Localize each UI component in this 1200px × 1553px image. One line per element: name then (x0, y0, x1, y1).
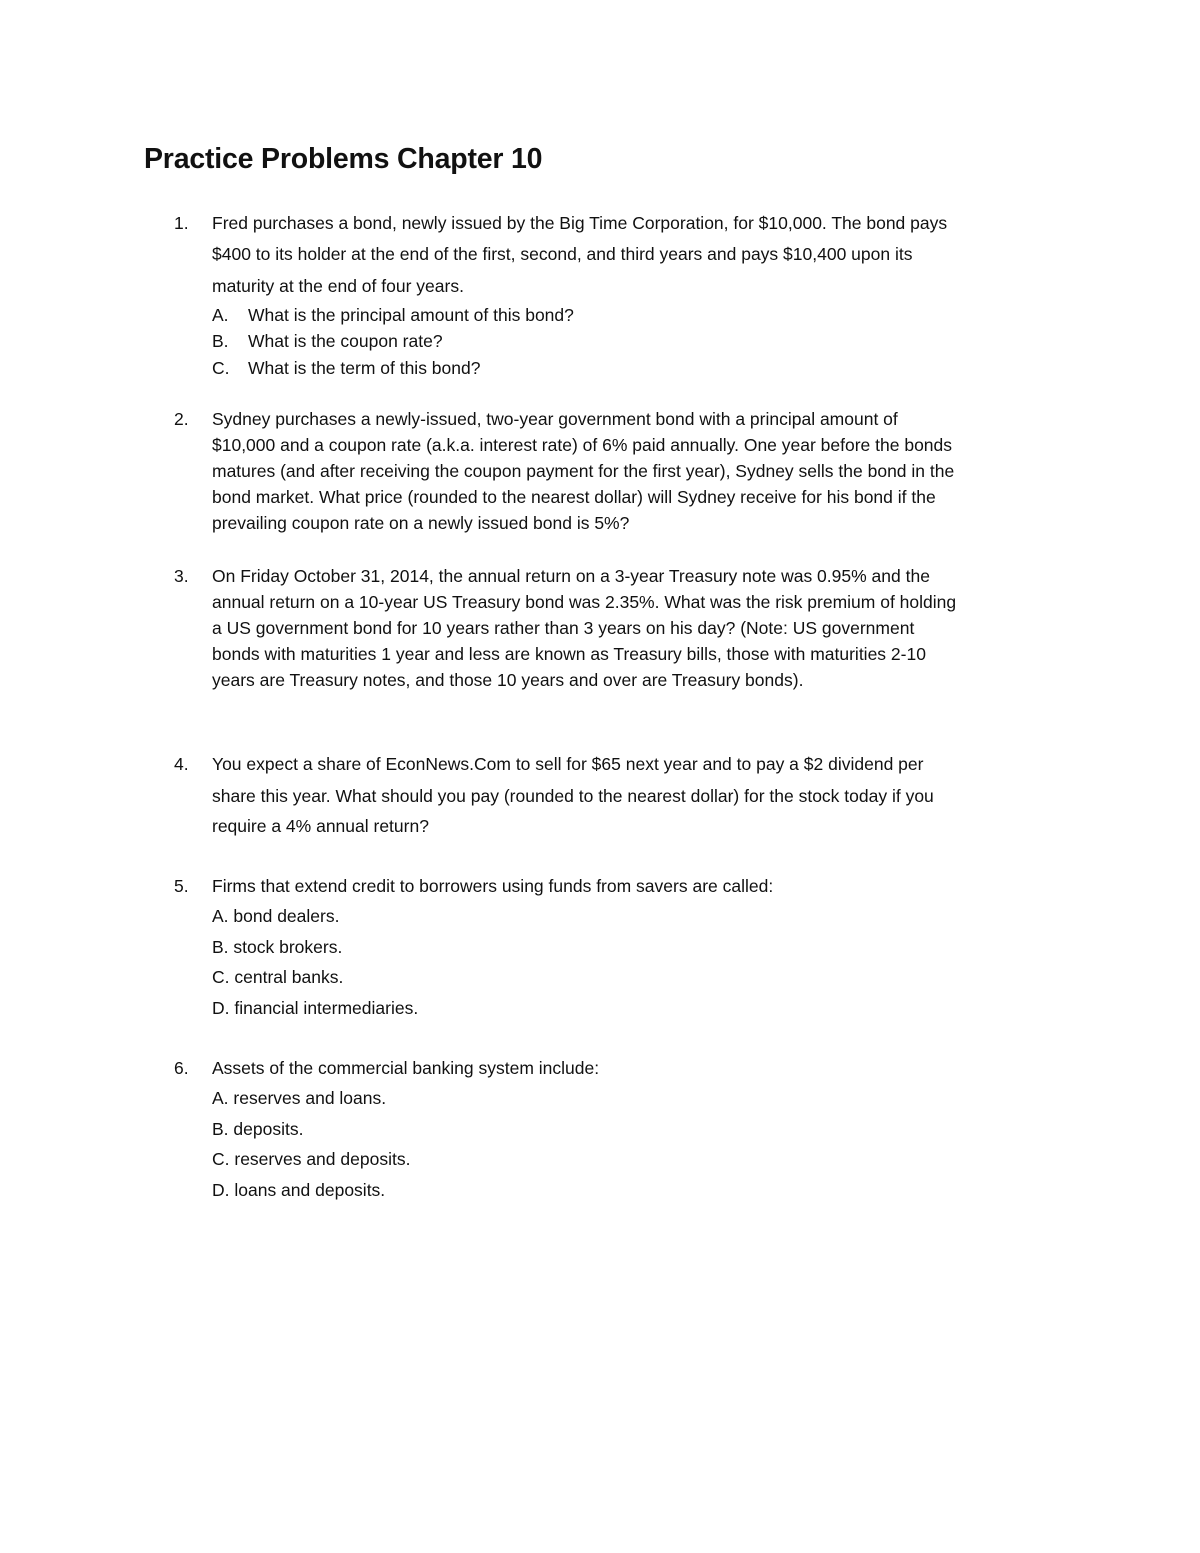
question-line: Sydney purchases a newly-issued, two-year government bond with a principal amount of (212, 409, 898, 429)
answer-choice: C. reserves and deposits. (212, 1149, 411, 1169)
answer-choice: A. bond dealers. (212, 906, 340, 926)
option-letter: C. (212, 358, 230, 378)
question-number: 5. (174, 876, 189, 896)
page-title: Practice Problems Chapter 10 (144, 143, 543, 175)
option-text: What is the principal amount of this bond? (248, 305, 574, 325)
question-line: a US government bond for 10 years rather than 3 years on his day? (Note: US government (212, 618, 915, 638)
question-line: share this year. What should you pay (rounded to the nearest dollar) for the stock today if you (212, 786, 934, 806)
question-line: Assets of the commercial banking system include: (212, 1058, 600, 1078)
question-line: require a 4% annual return? (212, 816, 429, 836)
option-letter: A. (212, 305, 229, 325)
question-number: 1. (174, 213, 189, 233)
question-line: $400 to its holder at the end of the first, second, and third years and pays $10,400 upon its (212, 244, 913, 264)
question-line: years are Treasury notes, and those 10 years and over are Treasury bonds). (212, 670, 804, 690)
question-line: bond market. What price (rounded to the nearest dollar) will Sydney receive for his bond if the (212, 487, 936, 507)
question-line: prevailing coupon rate on a newly issued bond is 5%? (212, 513, 630, 533)
answer-choice: D. loans and deposits. (212, 1180, 386, 1200)
question-line: maturity at the end of four years. (212, 276, 464, 296)
option-text: What is the coupon rate? (248, 331, 443, 351)
option-letter: B. (212, 331, 229, 351)
question-number: 4. (174, 754, 189, 774)
answer-choice: B. deposits. (212, 1119, 304, 1139)
question-line: bonds with maturities 1 year and less are known as Treasury bills, those with maturities 2-10 (212, 644, 926, 664)
question-line: matures (and after receiving the coupon payment for the first year), Sydney sells the bond in the (212, 461, 955, 481)
question-line: You expect a share of EconNews.Com to sell for $65 next year and to pay a $2 dividend per (212, 754, 924, 774)
answer-choice: A. reserves and loans. (212, 1088, 387, 1108)
question-line: $10,000 and a coupon rate (a.k.a. interest rate) of 6% paid annually. One year before the bonds (212, 435, 953, 455)
answer-choice: B. stock brokers. (212, 937, 343, 957)
option-text: What is the term of this bond? (248, 358, 481, 378)
question-line: annual return on a 10-year US Treasury bond was 2.35%. What was the risk premium of holding (212, 592, 957, 612)
question-line: Firms that extend credit to borrowers using funds from savers are called: (212, 876, 774, 896)
question-number: 6. (174, 1058, 189, 1078)
question-number: 2. (174, 409, 189, 429)
question-number: 3. (174, 566, 189, 586)
question-line: On Friday October 31, 2014, the annual return on a 3-year Treasury note was 0.95% and the (212, 566, 930, 586)
question-line: Fred purchases a bond, newly issued by the Big Time Corporation, for $10,000. The bond pays (212, 213, 948, 233)
answer-choice: C. central banks. (212, 967, 344, 987)
answer-choice: D. financial intermediaries. (212, 998, 419, 1018)
